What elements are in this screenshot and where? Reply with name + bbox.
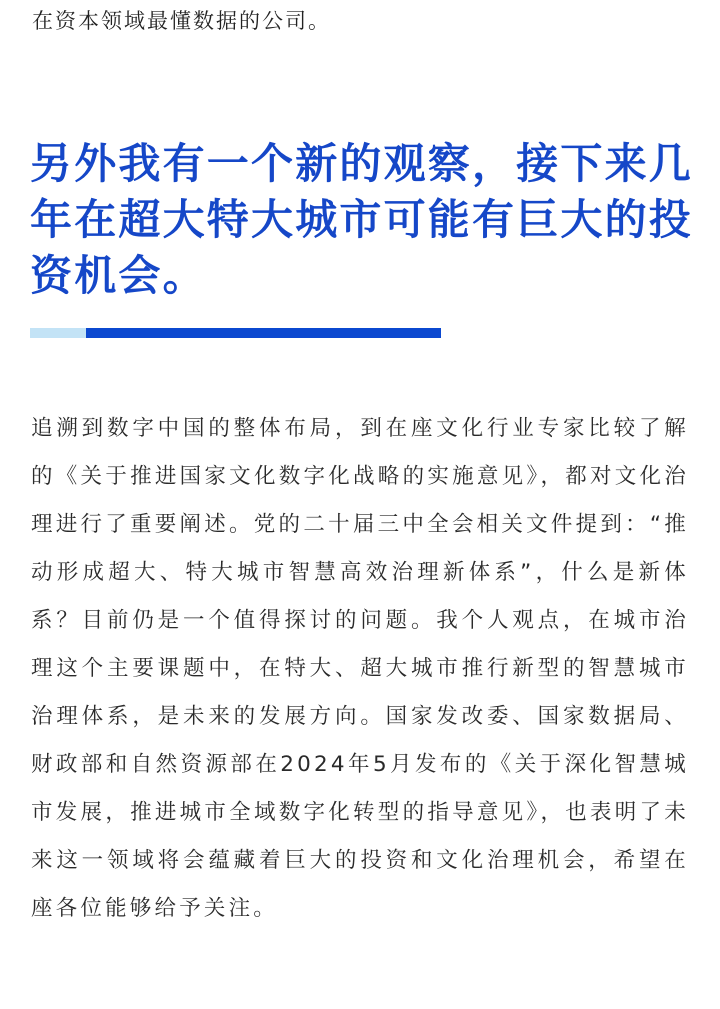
headline-divider <box>30 328 441 338</box>
body-paragraph: 追溯到数字中国的整体布局，到在座文化行业专家比较了解的《关于推进国家文化数字化战略的实施意见》，都对文化治理进行了重要阐述。党的二十届三中全会相关文件提到：“推动形成超大、特大城市智慧高效治理新体系”，什么是新体系？目前仍是一个值得探讨的问题。我个人观点，在城市治理这个主要课题中，在特大、超大城市推行新型的智慧城市治理体系，是未来的发展方向。国家发改委、国家数据局、财政部和自然资源部在2024年5月发布的《关于深化智慧城市发展，推进城市全域数字化转型的指导意见》，也表明了未来这一领域将会蕴藏着巨大的投资和文化治理机会，希望在座各位能够给予关注。 <box>31 416 689 921</box>
divider-dark-segment <box>86 328 441 338</box>
section-headline: 另外我有一个新的观察，接下来几年在超大特大城市可能有巨大的投资机会。 <box>30 139 694 300</box>
intro-text-fragment: 在资本领域最懂数据的公司。 <box>32 9 331 33</box>
divider-light-segment <box>30 328 86 338</box>
